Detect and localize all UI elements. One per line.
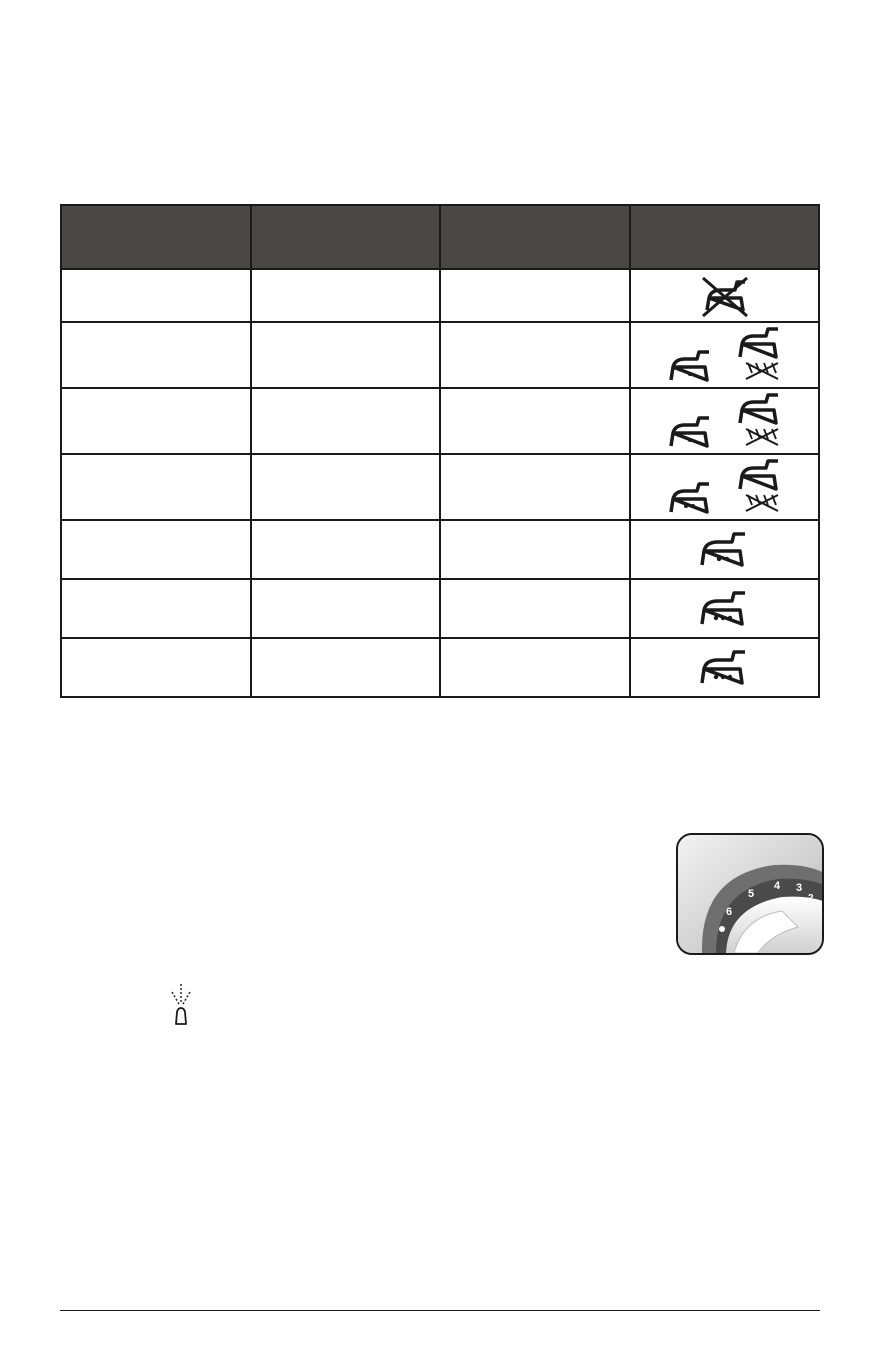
- dial-number: 4: [774, 880, 781, 892]
- table-cell: [440, 638, 630, 697]
- table-row: [61, 520, 819, 579]
- table-cell: [440, 322, 630, 388]
- no-steam-iron-icon: [734, 327, 786, 383]
- table-cell-symbols: [630, 638, 820, 697]
- iron-two-dots-icon: [667, 481, 713, 515]
- table-row: [61, 638, 819, 697]
- temperature-dial-photo: [676, 833, 824, 955]
- table-cell: [61, 638, 251, 697]
- table-cell: [61, 269, 251, 322]
- table-row: [61, 322, 819, 388]
- no-iron-icon: [695, 274, 753, 318]
- table-header-row: [61, 205, 819, 269]
- table-cell: [251, 579, 441, 638]
- fabric-temperature-table: [60, 204, 820, 698]
- iron-three-dots-icon: [698, 649, 750, 687]
- table-cell: [251, 269, 441, 322]
- footer-rule: [60, 1310, 820, 1311]
- table-cell: [251, 322, 441, 388]
- dial-number: 2: [808, 893, 814, 904]
- dial-number: 6: [726, 906, 733, 918]
- table-cell: [440, 454, 630, 520]
- table-cell-symbols: [630, 322, 820, 388]
- table-cell: [61, 520, 251, 579]
- table-cell: [61, 388, 251, 454]
- iron-three-dots-icon: [698, 590, 750, 628]
- table-cell: [440, 579, 630, 638]
- table-cell: [440, 269, 630, 322]
- table-row: [61, 579, 819, 638]
- table-cell: [251, 520, 441, 579]
- table-cell: [251, 388, 441, 454]
- table-header-cell: [440, 205, 630, 269]
- iron-one-dot-icon: [667, 349, 713, 383]
- table-cell: [440, 388, 630, 454]
- table-row: [61, 269, 819, 322]
- table-cell-symbols: [630, 454, 820, 520]
- dial-number: 3: [796, 882, 803, 894]
- table-cell-symbols: [630, 388, 820, 454]
- no-steam-iron-icon: [734, 459, 786, 515]
- table-header-cell: [61, 205, 251, 269]
- iron-one-dot-icon: [667, 415, 713, 449]
- table-row: [61, 454, 819, 520]
- table-cell: [251, 454, 441, 520]
- dial-number: 5: [748, 888, 755, 900]
- table-cell: [61, 579, 251, 638]
- table-cell-symbols: [630, 269, 820, 322]
- table-header-cell: [630, 205, 820, 269]
- table-cell: [61, 454, 251, 520]
- table-header-cell: [251, 205, 441, 269]
- no-steam-iron-icon: [734, 393, 786, 449]
- iron-two-dots-icon: [698, 531, 750, 569]
- table-cell: [61, 322, 251, 388]
- table-cell-symbols: [630, 520, 820, 579]
- table-cell-symbols: [630, 579, 820, 638]
- spray-nozzle-icon: [168, 982, 194, 1026]
- table-row: [61, 388, 819, 454]
- table-cell: [251, 638, 441, 697]
- table-cell: [440, 520, 630, 579]
